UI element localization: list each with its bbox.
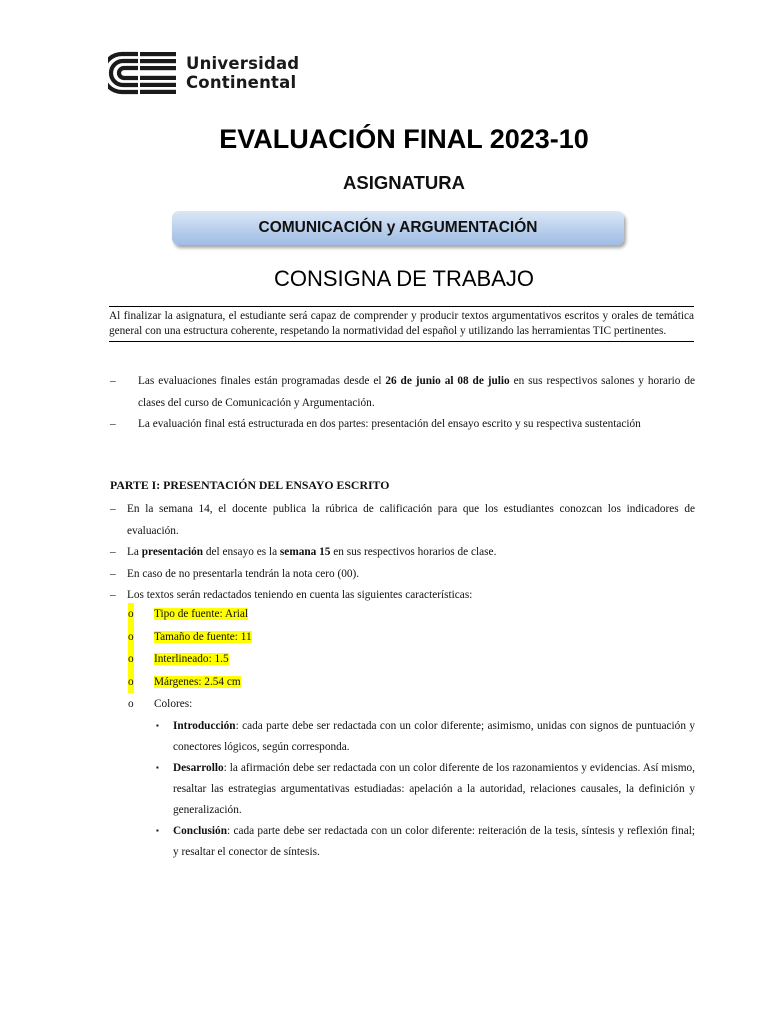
exam-dates: 26 de junio al 08 de julio (385, 375, 510, 387)
features-list (128, 603, 695, 716)
color-rule-item: ▪ Conclusión: cada parte debe ser redactada con un color diferente: reiteración de la tesis, síntesis y reflexión final; y resaltar el conector de síntesis. (156, 821, 695, 863)
colors-list (156, 716, 695, 863)
dash-marker: – (110, 589, 116, 601)
logo-text (186, 54, 299, 92)
bullet-marker: o (128, 698, 134, 710)
feature-item: o Tipo de fuente: Arial (128, 603, 695, 626)
logo-line-1: Universidad (186, 54, 300, 73)
subject-label: ASIGNATURA (343, 172, 465, 193)
list-item: – En caso de no presentarla tendrán la nota cero (00). (110, 564, 695, 586)
feature-item: o Márgenes: 2.54 cm (128, 671, 695, 694)
list-item: – Los textos serán redactados teniendo en cuenta las siguientes características: (110, 585, 695, 607)
feature-item: o Colores: (128, 693, 695, 716)
logo-line-2: Continental (186, 73, 297, 92)
list-item: – Las evaluaciones finales están programadas desde el 26 de junio al 08 de julio en sus respectivos salones y horario de clases del curso de Comunicación y Argumentación. (110, 371, 695, 414)
dash-marker: – (110, 418, 116, 430)
list-item: – La evaluación final está estructurada en dos partes: presentación del ensayo escrito y su respectiva sustentación (110, 414, 695, 436)
color-rule-item: ▪ Desarrollo: la afirmación debe ser redactada con un color diferente de los razonamientos y evidencias. Así mismo, resaltar las estrategias argumentativas estudiadas: apelación a la autoridad, relaciones causales, la definición y generalización. (156, 758, 695, 820)
dash-marker: – (110, 546, 116, 558)
bullet-marker: o (128, 648, 134, 671)
page-title: EVALUACIÓN FINAL 2023-10 (219, 124, 589, 154)
list-item: – La presentación del ensayo es la semana 15 en sus respectivos horarios de clase. (110, 542, 695, 564)
bullet-marker: o (128, 603, 134, 626)
intro-paragraph: Al finalizar la asignatura, el estudiante será capaz de comprender y producir textos argumentativos escritos y orales de temática general con una estructura coherente, respetando la normatividad del español y utilizando las herramientas TIC pertinentes. (109, 306, 694, 342)
feature-item: o Tamaño de fuente: 11 (128, 626, 695, 649)
square-bullet-icon: ▪ (156, 721, 159, 730)
consigna-title: CONSIGNA DE TRABAJO (274, 266, 534, 291)
color-rule-item: ▪ Introducción: cada parte debe ser redactada con un color diferente; asimismo, unidas con signos de puntuación y conectores lógicos, según corresponda. (156, 716, 695, 758)
bullet-marker: o (128, 671, 134, 694)
bullet-marker: o (128, 626, 134, 649)
square-bullet-icon: ▪ (156, 825, 159, 835)
dash-marker: – (110, 375, 116, 387)
feature-item: o Interlineado: 1.5 (128, 648, 695, 671)
subject-banner (172, 211, 624, 245)
dash-marker: – (110, 567, 116, 580)
dash-marker: – (110, 503, 116, 515)
general-list (110, 371, 695, 436)
list-item: – En la semana 14, el docente publica la rúbrica de calificación para que los estudiantes conozcan los indicadores de evaluación. (110, 499, 695, 542)
university-logo-icon (108, 51, 180, 95)
university-logo (108, 50, 308, 96)
subject-name: COMUNICACIÓN y ARGUMENTACIÓN (258, 219, 538, 236)
square-bullet-icon: ▪ (156, 763, 159, 773)
part1-list (110, 499, 695, 607)
section-heading: PARTE I: PRESENTACIÓN DEL ENSAYO ESCRITO (110, 478, 390, 492)
